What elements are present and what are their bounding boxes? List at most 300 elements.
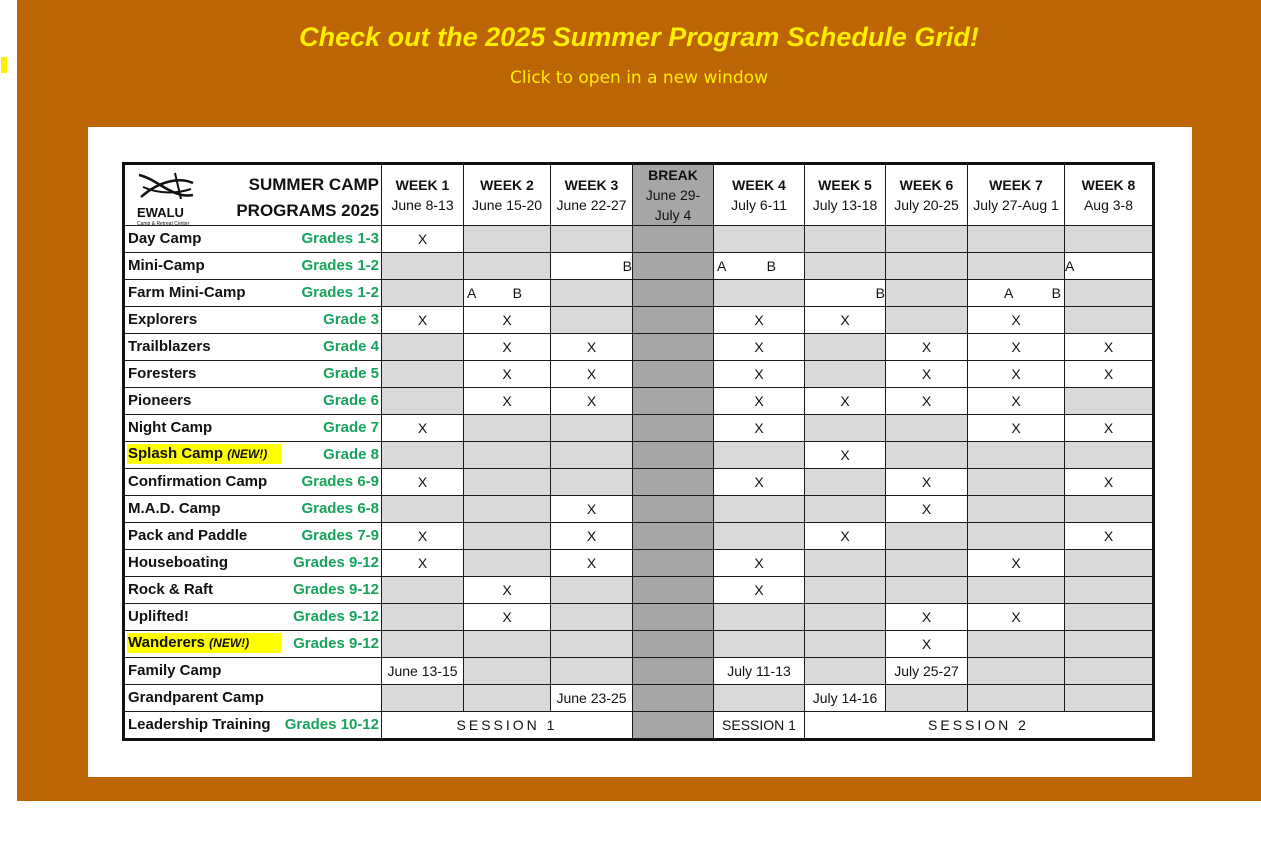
session-letter: A xyxy=(1004,285,1014,301)
empty-cell xyxy=(1065,685,1154,712)
empty-cell xyxy=(382,334,464,361)
program-name xyxy=(128,581,213,598)
session-mark-cell: X xyxy=(464,307,551,334)
program-name-text: Pioneers xyxy=(128,392,192,409)
empty-cell xyxy=(714,442,805,469)
logo-subtext: Camp & Retreat Center xyxy=(137,221,190,227)
empty-cell xyxy=(968,523,1065,550)
session-cell: SESSION 1 xyxy=(382,712,633,740)
program-name xyxy=(128,500,221,517)
break-header xyxy=(633,164,714,226)
program-name xyxy=(128,311,197,328)
program-name xyxy=(128,230,201,247)
session-mark-cell: X xyxy=(968,361,1065,388)
open-new-window-link[interactable]: Click to open in a new window xyxy=(510,68,768,88)
empty-cell xyxy=(382,496,464,523)
empty-cell xyxy=(1065,307,1154,334)
session-mark-cell: X xyxy=(805,442,886,469)
session-mark-cell: X xyxy=(382,469,464,496)
empty-cell xyxy=(382,577,464,604)
program-grades: Grade 7 xyxy=(323,419,379,436)
program-label-cell xyxy=(124,253,382,280)
session-mark-cell: B xyxy=(551,253,633,280)
schedule-grid-table xyxy=(122,162,1155,741)
schedule-grid-image[interactable] xyxy=(88,127,1192,777)
logo-title-cell xyxy=(124,164,382,226)
session-mark-cell: X xyxy=(382,415,464,442)
empty-cell xyxy=(968,253,1065,280)
empty-cell xyxy=(551,604,633,631)
break-cell xyxy=(633,550,714,577)
week-dates: June 29- xyxy=(645,187,701,203)
session-mark-cell: X xyxy=(805,523,886,550)
empty-cell xyxy=(805,496,886,523)
week-dates: June 22-27 xyxy=(556,197,627,213)
program-label-cell xyxy=(124,361,382,388)
program-grades: Grades 9-12 xyxy=(293,635,379,652)
program-name-text: Confirmation Camp xyxy=(128,473,268,490)
week-label: WEEK 1 xyxy=(395,177,450,193)
program-name-text: Mini-Camp xyxy=(128,257,205,274)
schedule-banner xyxy=(17,0,1261,801)
break-cell xyxy=(633,712,714,740)
program-label-cell xyxy=(124,280,382,307)
break-cell xyxy=(633,280,714,307)
empty-cell xyxy=(805,253,886,280)
program-row xyxy=(124,685,1154,712)
program-grades: Grades 10-12 xyxy=(284,716,379,733)
week-header-2 xyxy=(464,164,551,226)
empty-cell xyxy=(805,604,886,631)
program-name-text: Explorers xyxy=(128,311,198,328)
session-mark-cell: X xyxy=(382,226,464,253)
program-row xyxy=(124,523,1154,550)
empty-cell xyxy=(551,658,633,685)
program-row xyxy=(124,415,1154,442)
empty-cell xyxy=(1065,577,1154,604)
break-cell xyxy=(633,631,714,658)
program-label-cell xyxy=(124,604,382,631)
program-label-cell xyxy=(124,469,382,496)
session-mark-cell: X xyxy=(551,388,633,415)
empty-cell xyxy=(805,631,886,658)
session-mark-cell: X xyxy=(886,496,968,523)
open-new-window-link-wrap xyxy=(17,68,1261,88)
session-mark-cell: B xyxy=(805,280,886,307)
session-mark-cell: X xyxy=(714,415,805,442)
new-badge: (NEW!) xyxy=(227,447,268,461)
program-name xyxy=(128,392,191,409)
program-row xyxy=(124,226,1154,253)
program-row xyxy=(124,496,1154,523)
program-label-cell xyxy=(124,685,382,712)
break-cell xyxy=(633,334,714,361)
session-mark-cell: X xyxy=(464,577,551,604)
session-mark-cell: X xyxy=(1065,334,1154,361)
empty-cell xyxy=(886,577,968,604)
program-name xyxy=(128,284,246,301)
session-mark-cell: X xyxy=(551,523,633,550)
empty-cell xyxy=(805,334,886,361)
empty-cell xyxy=(968,631,1065,658)
banner-headline: Check out the 2025 Summer Program Schedule Grid! xyxy=(299,22,979,52)
empty-cell xyxy=(1065,496,1154,523)
week-header-7 xyxy=(968,164,1065,226)
empty-cell xyxy=(464,442,551,469)
program-row xyxy=(124,604,1154,631)
program-label-cell xyxy=(124,631,382,658)
empty-cell xyxy=(464,469,551,496)
empty-cell xyxy=(382,253,464,280)
grid-title-line1: SUMMER CAMP xyxy=(248,175,379,194)
empty-cell xyxy=(968,685,1065,712)
program-name-text: Day Camp xyxy=(128,230,202,247)
program-name-text: Family Camp xyxy=(128,662,222,679)
session-mark-cell: X xyxy=(551,550,633,577)
program-name xyxy=(128,473,267,490)
empty-cell xyxy=(886,253,968,280)
break-cell xyxy=(633,226,714,253)
session-mark-cell: July 14-16 xyxy=(805,685,886,712)
empty-cell xyxy=(464,523,551,550)
empty-cell xyxy=(382,361,464,388)
edge-marker xyxy=(1,57,7,73)
empty-cell xyxy=(714,685,805,712)
session-mark-cell: X xyxy=(968,550,1065,577)
program-grades: Grade 4 xyxy=(323,338,379,355)
empty-cell xyxy=(805,550,886,577)
empty-cell xyxy=(714,496,805,523)
week-dates: July 6-11 xyxy=(731,197,787,213)
empty-cell xyxy=(382,442,464,469)
session-mark-cell: X xyxy=(714,550,805,577)
empty-cell xyxy=(382,604,464,631)
empty-cell xyxy=(464,685,551,712)
empty-cell xyxy=(464,550,551,577)
session-mark-cell: June 13-15 xyxy=(382,658,464,685)
program-row xyxy=(124,280,1154,307)
break-cell xyxy=(633,658,714,685)
week-label: WEEK 7 xyxy=(989,177,1043,193)
program-grades: Grades 9-12 xyxy=(293,581,379,598)
empty-cell xyxy=(1065,550,1154,577)
empty-cell xyxy=(714,226,805,253)
break-cell xyxy=(633,415,714,442)
session-mark-cell: X xyxy=(1065,361,1154,388)
program-name xyxy=(128,419,212,436)
program-label-cell xyxy=(124,334,382,361)
break-cell xyxy=(633,685,714,712)
break-cell xyxy=(633,388,714,415)
session-mark-cell: X xyxy=(551,496,633,523)
week-label: WEEK 5 xyxy=(818,177,872,193)
program-row xyxy=(124,334,1154,361)
week-dates: June 15-20 xyxy=(471,197,543,213)
week-dates: July 20-25 xyxy=(894,197,959,213)
empty-cell xyxy=(464,631,551,658)
empty-cell xyxy=(886,415,968,442)
empty-cell xyxy=(968,226,1065,253)
session-mark-cell: A xyxy=(1065,253,1154,280)
program-row xyxy=(124,442,1154,469)
empty-cell xyxy=(551,631,633,658)
program-label-cell xyxy=(124,523,382,550)
session-mark-cell xyxy=(714,253,805,280)
empty-cell xyxy=(805,577,886,604)
session-mark-cell: X xyxy=(968,388,1065,415)
program-grades: Grades 9-12 xyxy=(293,608,379,625)
program-name-text: M.A.D. Camp xyxy=(128,500,221,517)
program-name xyxy=(128,716,271,733)
new-badge: (NEW!) xyxy=(209,636,250,650)
empty-cell xyxy=(886,685,968,712)
program-row xyxy=(124,550,1154,577)
program-label-cell xyxy=(124,550,382,577)
empty-cell xyxy=(551,415,633,442)
program-grades: Grade 3 xyxy=(323,311,379,328)
program-name xyxy=(128,554,228,571)
empty-cell xyxy=(886,226,968,253)
week-header-1 xyxy=(382,164,464,226)
break-cell xyxy=(633,307,714,334)
empty-cell xyxy=(464,496,551,523)
program-row xyxy=(124,307,1154,334)
program-name-text: Trailblazers xyxy=(128,338,211,355)
empty-cell xyxy=(382,685,464,712)
program-label-cell xyxy=(124,388,382,415)
break-cell xyxy=(633,253,714,280)
empty-cell xyxy=(968,658,1065,685)
program-row xyxy=(124,469,1154,496)
week-label: WEEK 6 xyxy=(899,177,954,193)
program-grades: Grades 1-2 xyxy=(301,284,379,301)
program-name xyxy=(128,365,196,382)
program-name-text: Pack and Paddle xyxy=(128,527,248,544)
empty-cell xyxy=(551,442,633,469)
program-grades: Grades 1-2 xyxy=(301,257,379,274)
empty-cell xyxy=(805,469,886,496)
program-name xyxy=(128,527,247,544)
program-label-cell xyxy=(124,496,382,523)
empty-cell xyxy=(1065,388,1154,415)
session-mark-cell: X xyxy=(714,307,805,334)
program-name-text: Uplifted! xyxy=(128,608,189,625)
session-mark-cell: X xyxy=(886,334,968,361)
program-name-text: Farm Mini-Camp xyxy=(128,284,246,301)
program-label-cell xyxy=(124,577,382,604)
session-mark-cell: X xyxy=(551,361,633,388)
empty-cell xyxy=(805,361,886,388)
program-grades: Grades 7-9 xyxy=(301,527,379,544)
empty-cell xyxy=(464,658,551,685)
session-letter: A xyxy=(467,285,477,301)
session-letter: B xyxy=(766,258,776,274)
empty-cell xyxy=(968,442,1065,469)
logo-text: EWALU xyxy=(137,205,184,220)
program-grades: Grades 1-3 xyxy=(301,230,379,247)
program-label-cell xyxy=(124,712,382,740)
session-mark-cell: X xyxy=(886,631,968,658)
break-cell xyxy=(633,469,714,496)
program-grades: Grade 8 xyxy=(323,446,379,463)
week-header-4 xyxy=(714,164,805,226)
program-name-text: Leadership Training xyxy=(128,716,271,733)
program-label-cell xyxy=(124,307,382,334)
empty-cell xyxy=(1065,442,1154,469)
grid-title xyxy=(236,172,379,224)
break-cell xyxy=(633,577,714,604)
session-mark-cell: X xyxy=(886,469,968,496)
session-mark-cell: X xyxy=(805,307,886,334)
empty-cell xyxy=(886,550,968,577)
empty-cell xyxy=(805,226,886,253)
session-mark-cell: X xyxy=(464,604,551,631)
empty-cell xyxy=(1065,658,1154,685)
session-mark-cell: X xyxy=(714,469,805,496)
program-name-text: Rock & Raft xyxy=(128,581,214,598)
week-header-6 xyxy=(886,164,968,226)
program-row xyxy=(124,388,1154,415)
session-mark-cell: X xyxy=(714,334,805,361)
session-mark-cell: July 25-27 xyxy=(886,658,968,685)
empty-cell xyxy=(551,280,633,307)
program-name-text: Night Camp xyxy=(128,419,213,436)
empty-cell xyxy=(714,280,805,307)
session-mark-cell xyxy=(968,280,1065,307)
empty-cell xyxy=(1065,631,1154,658)
program-row xyxy=(124,658,1154,685)
program-grades: Grades 9-12 xyxy=(293,554,379,571)
empty-cell xyxy=(886,523,968,550)
week-label: WEEK 3 xyxy=(564,177,619,193)
week-dates: Aug 3-8 xyxy=(1083,197,1134,213)
session-mark-cell: X xyxy=(464,334,551,361)
program-row xyxy=(124,253,1154,280)
program-name-text: Splash Camp xyxy=(128,445,224,462)
week-label: BREAK xyxy=(648,167,698,183)
session-mark-cell: X xyxy=(714,388,805,415)
program-name xyxy=(128,338,211,355)
session-mark-cell: X xyxy=(886,388,968,415)
session-mark-cell: X xyxy=(464,361,551,388)
empty-cell xyxy=(886,442,968,469)
session-mark-cell xyxy=(464,280,551,307)
program-name-text: Foresters xyxy=(128,365,197,382)
session-mark-cell: X xyxy=(464,388,551,415)
program-grades: Grades 6-9 xyxy=(301,473,379,490)
program-name-text: Grandparent Camp xyxy=(128,689,264,706)
week-dates: June 8-13 xyxy=(391,197,454,213)
session-mark-cell: X xyxy=(886,361,968,388)
session-mark-cell: X xyxy=(968,334,1065,361)
program-name xyxy=(128,689,264,706)
empty-cell xyxy=(551,226,633,253)
program-row xyxy=(124,361,1154,388)
ewalu-logo-icon xyxy=(135,169,199,227)
empty-cell xyxy=(968,577,1065,604)
session-mark-cell: X xyxy=(968,415,1065,442)
session-mark-cell: X xyxy=(886,604,968,631)
program-name xyxy=(128,662,221,679)
empty-cell xyxy=(1065,280,1154,307)
week-dates: July 13-18 xyxy=(812,197,878,213)
program-label-cell xyxy=(124,658,382,685)
empty-cell xyxy=(968,496,1065,523)
program-row xyxy=(124,631,1154,658)
program-name xyxy=(127,444,281,464)
session-letter: B xyxy=(512,285,522,301)
program-name xyxy=(128,257,205,274)
break-cell xyxy=(633,523,714,550)
empty-cell xyxy=(968,469,1065,496)
week-label: WEEK 4 xyxy=(732,177,786,193)
session-mark-cell: X xyxy=(382,307,464,334)
empty-cell xyxy=(1065,604,1154,631)
program-name xyxy=(127,633,281,653)
session-letter: A xyxy=(717,258,727,274)
program-label-cell xyxy=(124,442,382,469)
session-mark-cell: X xyxy=(968,604,1065,631)
empty-cell xyxy=(382,631,464,658)
session-mark-cell: X xyxy=(1065,523,1154,550)
session-mark-cell: X xyxy=(551,334,633,361)
empty-cell xyxy=(551,577,633,604)
empty-cell xyxy=(464,226,551,253)
program-label-cell xyxy=(124,415,382,442)
session-mark-cell: X xyxy=(382,523,464,550)
program-label-cell xyxy=(124,226,382,253)
week-label: WEEK 2 xyxy=(480,177,534,193)
empty-cell xyxy=(805,658,886,685)
session-mark-cell: June 23-25 xyxy=(551,685,633,712)
session-mark-cell: July 11-13 xyxy=(714,658,805,685)
week-header-8 xyxy=(1065,164,1154,226)
empty-cell xyxy=(714,631,805,658)
week-dates-line2: July 4 xyxy=(654,207,692,223)
empty-cell xyxy=(1065,226,1154,253)
empty-cell xyxy=(464,253,551,280)
session-letter: B xyxy=(1051,285,1061,301)
session-cell: SESSION 1 xyxy=(714,712,805,740)
empty-cell xyxy=(714,604,805,631)
break-cell xyxy=(633,496,714,523)
break-cell xyxy=(633,604,714,631)
program-name-text: Wanderers xyxy=(128,634,205,651)
break-cell xyxy=(633,442,714,469)
empty-cell xyxy=(382,280,464,307)
session-mark-cell: X xyxy=(968,307,1065,334)
program-grades: Grades 6-8 xyxy=(301,500,379,517)
week-label: WEEK 8 xyxy=(1081,177,1136,193)
session-mark-cell: X xyxy=(1065,415,1154,442)
session-mark-cell: X xyxy=(1065,469,1154,496)
program-row xyxy=(124,577,1154,604)
empty-cell xyxy=(805,415,886,442)
week-dates: July 27-Aug 1 xyxy=(973,197,1059,213)
empty-cell xyxy=(886,307,968,334)
empty-cell xyxy=(464,415,551,442)
program-name-text: Houseboating xyxy=(128,554,228,571)
session-cell: SESSION 2 xyxy=(805,712,1154,740)
session-mark-cell: X xyxy=(805,388,886,415)
break-cell xyxy=(633,361,714,388)
program-row xyxy=(124,712,1154,740)
empty-cell xyxy=(382,388,464,415)
session-mark-cell: X xyxy=(382,550,464,577)
session-mark-cell: X xyxy=(714,361,805,388)
empty-cell xyxy=(886,280,968,307)
week-header-5 xyxy=(805,164,886,226)
